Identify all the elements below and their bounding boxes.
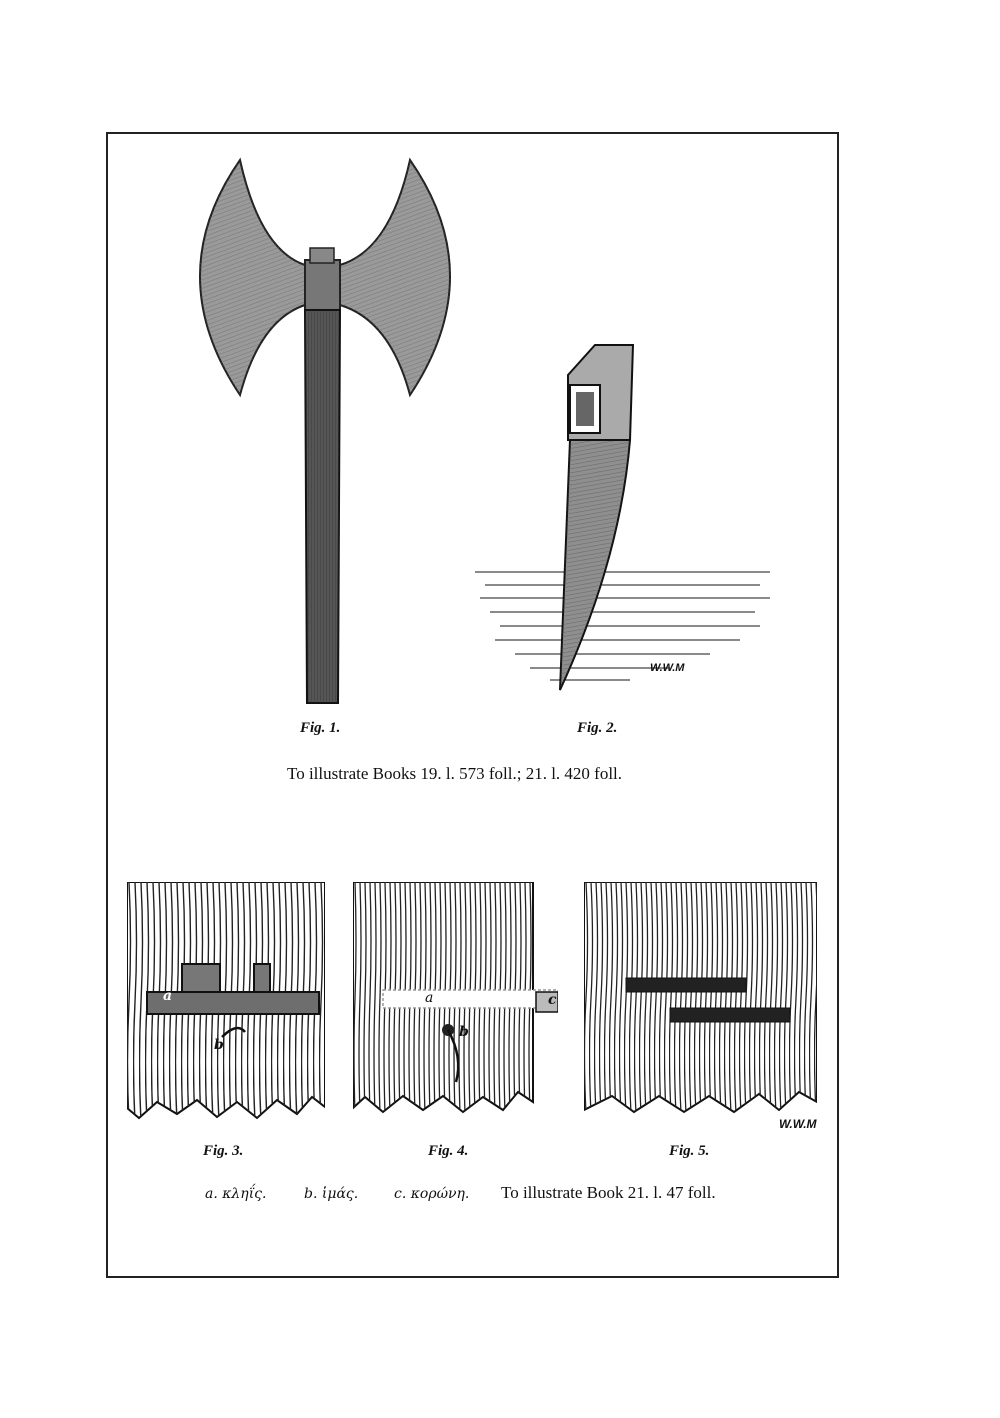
fig1-caption: Fig. 1. bbox=[300, 720, 341, 736]
fig2-signature: W.W.M bbox=[650, 662, 685, 674]
fig5-caption: Fig. 5. bbox=[669, 1143, 710, 1159]
fig2-caption: Fig. 2. bbox=[577, 720, 618, 736]
fig3-caption: Fig. 3. bbox=[203, 1143, 244, 1159]
fig3-label-a: a bbox=[163, 988, 173, 1004]
door-bolt-fig4 bbox=[353, 882, 558, 1114]
fig4-label-c: c bbox=[548, 992, 557, 1008]
double-axe-illustration bbox=[170, 155, 480, 710]
fig3-label-b: b bbox=[214, 1037, 224, 1053]
legend-a: a. κληΐς. bbox=[205, 1186, 267, 1202]
legend-b: b. ἱμάς. bbox=[304, 1186, 359, 1202]
upper-note: To illustrate Books 19. l. 573 foll.; 21. l. 420 foll. bbox=[287, 764, 623, 783]
door-bolt-fig3 bbox=[127, 882, 325, 1122]
lower-note: To illustrate Book 21. l. 47 foll. bbox=[501, 1183, 716, 1202]
fig4-label-a: a bbox=[425, 990, 434, 1006]
fig4-label-b: b bbox=[459, 1024, 469, 1040]
plough-share-illustration bbox=[470, 340, 780, 705]
fig4-caption: Fig. 4. bbox=[428, 1143, 469, 1159]
double-bolt-fig5 bbox=[584, 882, 817, 1114]
legend-c: c. κορώνη. bbox=[394, 1186, 470, 1202]
lower-signature: W.W.M bbox=[779, 1117, 817, 1131]
